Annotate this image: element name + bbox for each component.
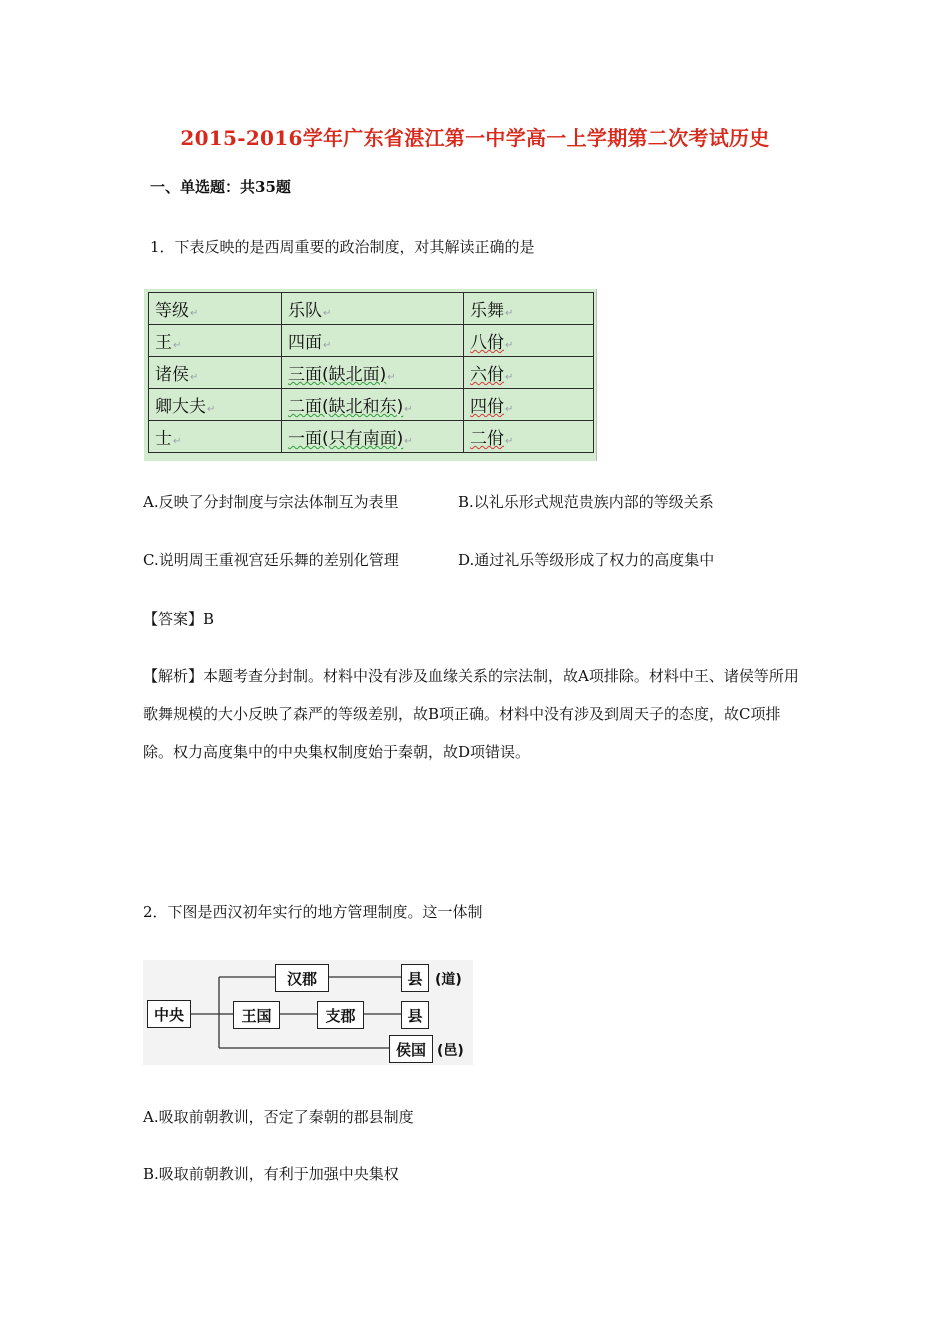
paragraph-mark-icon: ↵ [323, 340, 332, 351]
question-1-table [144, 289, 597, 461]
node-county-mid: 县 [401, 1001, 429, 1029]
paragraph-mark-icon: ↵ [323, 308, 332, 319]
table-cell: 等级 [155, 301, 189, 321]
node-county-top: 县 [401, 964, 429, 992]
question-1-option-d: D.通过礼乐等级形成了权力的高度集中 [458, 551, 715, 569]
table-row [149, 357, 594, 389]
paragraph-mark-icon: ↵ [404, 436, 413, 447]
table-cell: 一面(只有南面) [288, 429, 404, 449]
table-cell: 二佾 [470, 429, 504, 449]
paragraph-mark-icon: ↵ [505, 308, 514, 319]
table-cell: 三面(缺北面) [288, 365, 387, 385]
node-county-top-note: (道) [435, 972, 462, 988]
table-row [149, 421, 594, 453]
paragraph-mark-icon: ↵ [173, 340, 182, 351]
table-cell: 二面(缺北和东) [288, 397, 404, 417]
question-1-option-a: A.反映了分封制度与宗法体制互为表里 [143, 493, 399, 511]
table-header-row [149, 293, 594, 325]
node-branch-commandery: 支郡 [317, 1001, 364, 1029]
table-cell: 六佾 [470, 365, 504, 385]
question-1-analysis: 【解析】本题考查分封制。材料中没有涉及血缘关系的宗法制，故A项排除。材料中王、诸侯等所用歌舞规模的大小反映了森严的等级差别，故B项正确。材料中没有涉及到周天子的态度，故C项排除。权力高度集中的中央集权制度始于秦朝，故D项错误。 [143, 667, 799, 761]
table-row [149, 389, 594, 421]
table-cell: 王 [155, 333, 172, 353]
node-han-commandery: 汉郡 [275, 964, 329, 992]
question-2-option-a: A.吸取前朝教训，否定了秦朝的郡县制度 [143, 1108, 414, 1126]
table-cell: 四面 [288, 333, 322, 353]
table-cell: 乐舞 [470, 301, 504, 321]
node-marquisate-note: (邑) [437, 1043, 464, 1059]
table-cell: 四佾 [470, 397, 504, 417]
table-cell: 卿大夫 [155, 397, 206, 417]
question-1-answer: 【答案】B [143, 610, 215, 628]
section-heading: 一、单选题：共35题 [150, 178, 291, 196]
paragraph-mark-icon: ↵ [387, 372, 396, 383]
paragraph-mark-icon: ↵ [505, 404, 514, 415]
table-row [149, 325, 594, 357]
paragraph-mark-icon: ↵ [173, 436, 182, 447]
node-kingdom: 王国 [233, 1001, 280, 1029]
table-cell: 士 [155, 429, 172, 449]
paragraph-mark-icon: ↵ [505, 436, 514, 447]
question-1-option-b: B.以礼乐形式规范贵族内部的等级关系 [458, 493, 714, 511]
node-marquisate: 侯国 [389, 1035, 433, 1063]
question-1-option-c: C.说明周王重视宫廷乐舞的差别化管理 [143, 551, 399, 569]
paragraph-mark-icon: ↵ [190, 308, 199, 319]
question-2-stem: 2．下图是西汉初年实行的地方管理制度。这一体制 [143, 903, 483, 921]
paragraph-mark-icon: ↵ [190, 372, 199, 383]
table-cell: 乐队 [288, 301, 322, 321]
table-cell: 八佾 [470, 333, 504, 353]
paragraph-mark-icon: ↵ [404, 404, 413, 415]
table-cell: 诸侯 [155, 365, 189, 385]
paragraph-mark-icon: ↵ [505, 372, 514, 383]
question-1-stem: 1．下表反映的是西周重要的政治制度，对其解读正确的是 [150, 238, 535, 256]
paragraph-mark-icon: ↵ [207, 404, 216, 415]
question-2-option-b: B.吸取前朝教训，有利于加强中央集权 [143, 1165, 399, 1183]
paragraph-mark-icon: ↵ [505, 340, 514, 351]
node-central: 中央 [147, 1000, 191, 1028]
local-administration-diagram [143, 960, 473, 1065]
document-title: 2015-2016学年广东省湛江第一中学高一上学期第二次考试历史 [180, 126, 770, 150]
